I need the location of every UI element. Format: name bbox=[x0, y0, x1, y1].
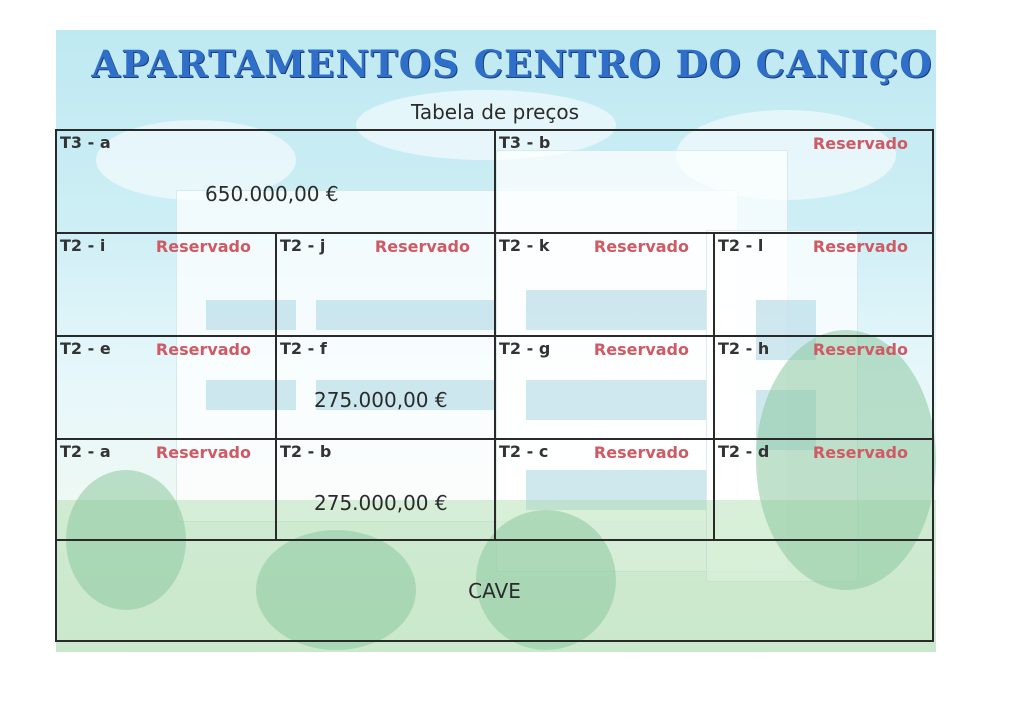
unit-cell-t2i bbox=[57, 234, 277, 337]
unit-cell-t2c bbox=[496, 440, 715, 541]
reserved-badge: Reservado bbox=[155, 443, 251, 462]
unit-cell-t2g bbox=[496, 337, 715, 440]
unit-price: 650.000,00 € bbox=[205, 182, 339, 206]
unit-id: T2 - i bbox=[60, 236, 106, 255]
unit-id: T2 - h bbox=[718, 339, 770, 358]
price-table bbox=[55, 129, 934, 642]
reserved-badge: Reservado bbox=[593, 237, 689, 256]
reserved-badge: Reservado bbox=[812, 340, 908, 359]
unit-id: T2 - f bbox=[280, 339, 327, 358]
reserved-badge: Reservado bbox=[593, 340, 689, 359]
unit-id: T2 - a bbox=[60, 442, 111, 461]
reserved-badge: Reservado bbox=[374, 237, 470, 256]
reserved-badge: Reservado bbox=[155, 237, 251, 256]
cave-label: CAVE bbox=[468, 579, 521, 603]
cave-cell bbox=[57, 541, 932, 640]
unit-cell-t2h bbox=[715, 337, 932, 440]
unit-id: T2 - c bbox=[499, 442, 549, 461]
reserved-badge: Reservado bbox=[155, 340, 251, 359]
unit-cell-t2l bbox=[715, 234, 932, 337]
unit-cell-t3a bbox=[57, 131, 496, 234]
reserved-badge: Reservado bbox=[593, 443, 689, 462]
page-subtitle: Tabela de preços bbox=[410, 100, 580, 124]
unit-cell-t2d bbox=[715, 440, 932, 541]
unit-cell-t2f bbox=[277, 337, 496, 440]
unit-id: T3 - b bbox=[499, 133, 551, 152]
unit-id: T2 - d bbox=[718, 442, 770, 461]
unit-id: T2 - k bbox=[499, 236, 550, 255]
reserved-badge: Reservado bbox=[812, 134, 908, 153]
unit-id: T2 - b bbox=[280, 442, 332, 461]
unit-id: T2 - j bbox=[280, 236, 326, 255]
reserved-badge: Reservado bbox=[812, 443, 908, 462]
unit-id: T2 - l bbox=[718, 236, 764, 255]
unit-cell-t3b bbox=[496, 131, 932, 234]
unit-cell-t2e bbox=[57, 337, 277, 440]
unit-price: 275.000,00 € bbox=[314, 491, 448, 515]
unit-cell-t2b bbox=[277, 440, 496, 541]
unit-cell-t2a bbox=[57, 440, 277, 541]
page-title: APARTAMENTOS CENTRO DO CANIÇO bbox=[91, 42, 933, 86]
reserved-badge: Reservado bbox=[812, 237, 908, 256]
unit-cell-t2k bbox=[496, 234, 715, 337]
unit-cell-t2j bbox=[277, 234, 496, 337]
unit-id: T2 - e bbox=[60, 339, 111, 358]
unit-id: T3 - a bbox=[60, 133, 111, 152]
unit-price: 275.000,00 € bbox=[314, 388, 448, 412]
unit-id: T2 - g bbox=[499, 339, 551, 358]
